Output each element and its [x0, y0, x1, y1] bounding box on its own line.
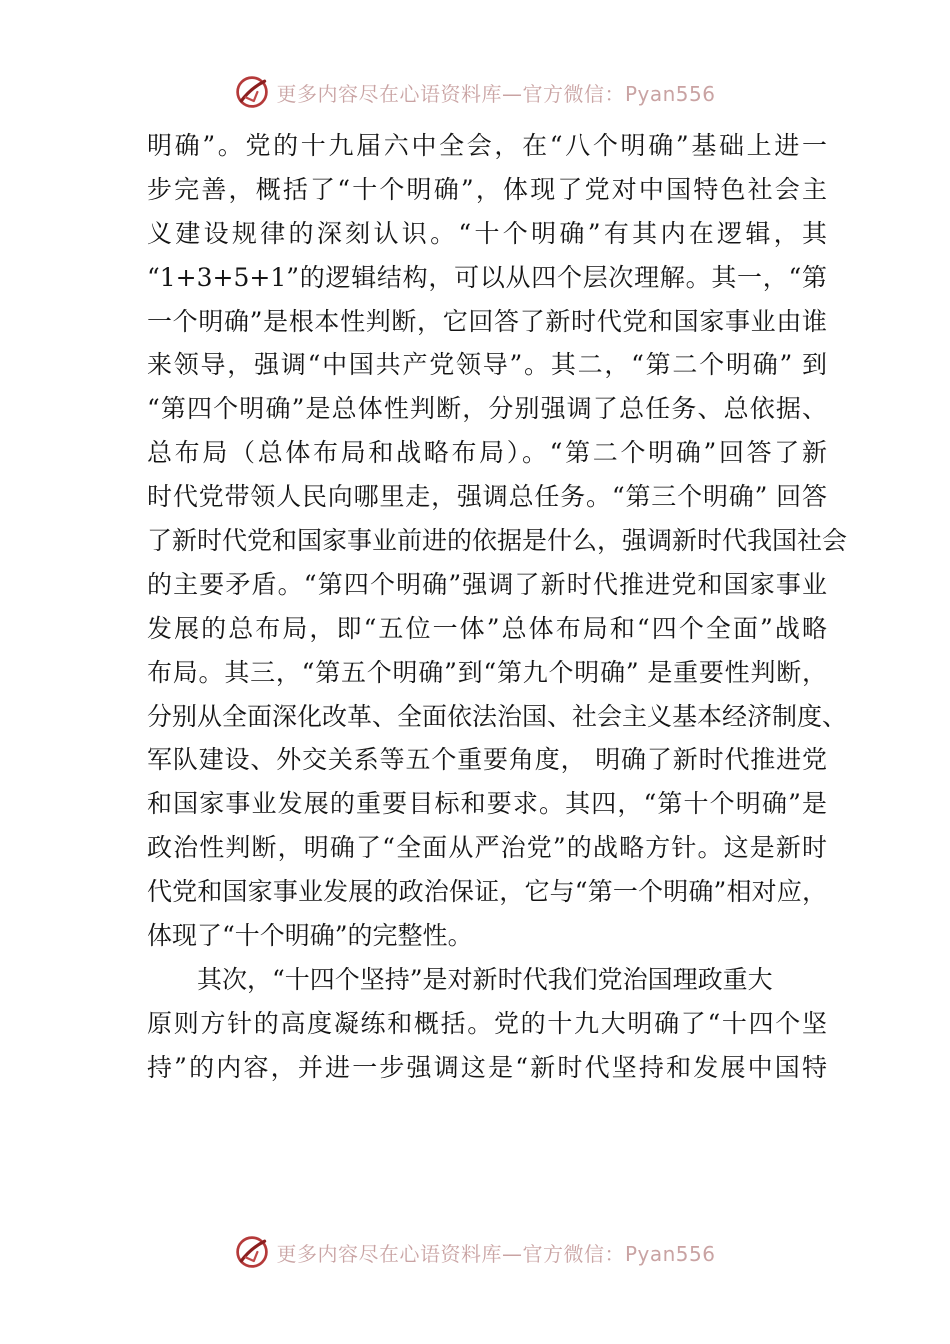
body-line: 时代党带领人民向哪里走，强调总任务。“第三个明确” 回答 — [147, 482, 827, 512]
body-line: 了新时代党和国家事业前进的依据是什么，强调新时代我国社会 — [147, 526, 848, 556]
body-line: 体现了“十个明确”的完整性。 — [147, 921, 473, 951]
watermark-text: 更多内容尽在心语资料库—官方微信：Pyan556 — [276, 1241, 716, 1266]
body-line: 持”的内容，并进一步强调这是“新时代坚持和发展中国特 — [147, 1052, 827, 1082]
body-line: 来领导，强调“中国共产党领导”。其二，“第二个明确” 到 — [147, 350, 827, 380]
body-line: 步完善，概括了“十个明确”，体现了党对中国特色社会主 — [147, 174, 827, 204]
body-line: 军队建设、外交关系等五个重要角度， 明确了新时代推进党 — [147, 745, 827, 775]
body-line: 的主要矛盾。“第四个明确”强调了新时代推进党和国家事业 — [147, 569, 827, 599]
paragraph-first-line: 其次，“十四个坚持”是对新时代我们党治国理政重大 — [197, 964, 773, 994]
body-line: 分别从全面深化改革、全面依法治国、社会主义基本经济制度、 — [147, 701, 848, 731]
logo-icon — [234, 74, 270, 110]
body-line: 一个明确”是根本性判断，它回答了新时代党和国家事业由谁 — [147, 306, 827, 336]
body-line: “第四个明确”是总体性判断，分别强调了总任务、总依据、 — [147, 394, 827, 424]
body-line: 和国家事业发展的重要目标和要求。其四，“第十个明确”是 — [147, 789, 827, 819]
document-body — [147, 124, 848, 1090]
body-line: 发展的总布局，即“五位一体”总体布局和“四个全面”战略 — [147, 613, 827, 643]
watermark-text: 更多内容尽在心语资料库—官方微信：Pyan556 — [276, 81, 716, 106]
body-line: 政治性判断，明确了“全面从严治党”的战略方针。这是新时 — [147, 833, 827, 863]
header-watermark — [0, 72, 950, 112]
footer-watermark — [0, 1232, 950, 1272]
body-line: 布局。其三，“第五个明确”到“第九个明确” 是重要性判断， — [147, 657, 827, 687]
body-line: 明确”。党的十九届六中全会，在“八个明确”基础上进一 — [147, 131, 827, 160]
body-line: “1+3+5+1”的逻辑结构，可以从四个层次理解。其一，“第 — [147, 262, 827, 292]
body-line: 代党和国家事业发展的政治保证，它与“第一个明确”相对应， — [147, 877, 827, 907]
body-line: 原则方针的高度凝练和概括。党的十九大明确了“十四个坚 — [147, 1008, 827, 1038]
body-line: 义建设规律的深刻认识。“十个明确”有其内在逻辑，其 — [147, 218, 827, 248]
logo-icon — [234, 1234, 270, 1270]
body-line: 总布局（总体布局和战略布局）。“第二个明确”回答了新 — [147, 438, 827, 468]
